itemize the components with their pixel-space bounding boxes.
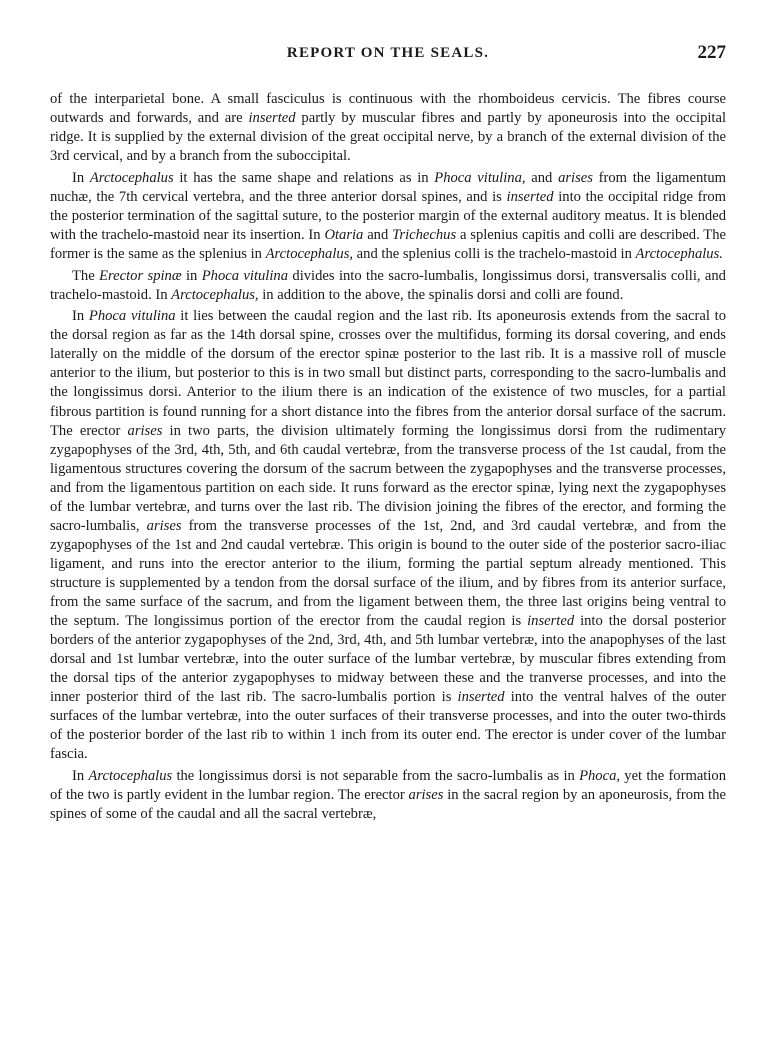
text-run: from the transverse processes of the 1st, 2nd, and 3rd caudal vertebræ, and from the zygapophyses of the 1st and 2nd caudal vertebræ. This origin is bound to the outer side of the posterior sacro-iliac ligament, and runs into the erector anterior to the ilium, forming the partial septum already mentioned. This structure is supplemented by a tendon from the dorsal surface of the ilium, and by fibres from its anterior surface, from the same surface of the sacrum, and from the ligament between them, the three last origins being ventral to the septum. The longissimus portion of the erector from the caudal region is (50, 517, 727, 630)
text-run: in the sacral region by an aponeurosis, from the spines of some of the caudal and all the sacral vertebræ, (50, 787, 726, 823)
text-run: in (181, 267, 202, 284)
paragraph (50, 169, 726, 264)
text-run: In (72, 169, 90, 186)
running-header (50, 42, 726, 66)
paragraph (50, 90, 726, 166)
text-run: in two parts, the division ultimately forming the longissimus dorsi from the rudimentary zygapophyses of the 3rd, 4th, 5th, and 6th caudal vertebræ, from the transverse process of the 1st caudal, from the ligamentous structures covering the dorsum of the sacrum between the zygapophyses and the transverse processes, and from the ligamentous partition on each side. It runs forward as the erector spinæ, lying next the zygapophyses of the lumbar vertebræ, and turns over the last rib. The division joining the fibres of the erector, and forming the sacro-lumbalis, (50, 422, 726, 534)
italic-text: Erector spinæ (99, 267, 182, 284)
text-run: it has the same shape and relations as in (173, 169, 435, 186)
text-run: In (72, 308, 89, 325)
italic-text: Arctocephalus, (171, 286, 259, 303)
italic-text: arises (408, 787, 444, 804)
text-run: and the splenius colli is the trachelo-mastoid in (353, 245, 636, 262)
italic-text: arises (146, 517, 182, 534)
text-run: partly by muscular fibres and partly by aponeurosis into the occipital ridge. It is supplied by the external division of the great occipital nerve, by a branch of the external division of the 3rd cervical, and by a branch from the suboccipital. (50, 110, 727, 165)
body-text (50, 90, 726, 827)
italic-text: inserted (527, 613, 575, 630)
text-run: yet the formation of the two is partly evident in the lumbar region. The erector (50, 768, 726, 804)
text-run: a splenius capitis and colli are described. The former is the same as the splenius in (50, 226, 726, 262)
paragraph (50, 767, 726, 824)
italic-text: Phoca vitulina (201, 267, 288, 284)
text-run: The (72, 267, 100, 284)
italic-text: Arctocephalus, (265, 245, 354, 262)
italic-text: Arctocephalus. (635, 245, 723, 262)
running-title: REPORT ON THE SEALS. (286, 45, 490, 61)
italic-text: Trichechus (392, 226, 457, 243)
italic-text: inserted (248, 110, 296, 127)
italic-text: arises (558, 169, 593, 186)
paragraph (50, 307, 726, 764)
text-run: from the ligamentum nuchæ, the 7th cervical vertebra, and the three anterior dorsal spines, and is (50, 169, 727, 205)
italic-text: Otaria (324, 226, 364, 243)
text-run: into the occipital ridge from the posterior termination of the sagittal suture, to the posterior margin of the external auditory meatus. It is blended with the trachelo-mastoid near its insertion. In (50, 188, 727, 243)
page-number: 227 (697, 42, 726, 63)
text-run: the longissimus dorsi is not separable from the sacro-lumbalis as in (172, 768, 580, 785)
italic-text: inserted (457, 689, 505, 706)
text-run: into the ventral halves of the outer surfaces of the lumbar vertebræ, into the outer surfaces of their transverse processes, and into the outer two-thirds of the posterior border of the last rib to within 1 inch from its outer end. The erector is under cover of the lumbar fascia. (50, 689, 727, 763)
italic-text: inserted (506, 188, 554, 205)
text-run: and (525, 169, 559, 186)
text-run: it lies between the caudal region and the last rib. Its aponeurosis extends from the sacral to the dorsal region as far as the 14th dorsal spine, crosses over the multifidus, forming its dorsal covering, and ends laterally on the middle of the dorsum of the erector spinæ posterior to the last rib. It is a massive roll of muscle anterior to the ilium, but posterior to this is in two small but distinct parts, corresponding to the sacro-lumbalis and the longissimus dorsi. Anterior to the ilium there is an indication of the existence of two muscles, for a partial fibrous partition is found running for a short distance into the fibres from the anterior dorsal surface of the sacrum. The erector (50, 308, 726, 439)
italic-text: Phoca vitulina (88, 308, 176, 325)
italic-text: Arctocephalus (89, 169, 174, 186)
text-run: and (363, 226, 393, 243)
text-run: in addition to the above, the spinalis dorsi and colli are found. (258, 286, 624, 303)
italic-text: Phoca vitulina, (434, 169, 526, 186)
text-run: into the dorsal posterior borders of the anterior zygapophyses of the 2nd, 3rd, 4th, and 5th lumbar vertebræ, into the anapophyses of the last dorsal and 1st lumbar vertebræ, into the outer surface of the lumbar vertebræ, by muscular fibres extending from the dorsal tips of the anterior zygapophyses to midway between these and the tranverse processes, and into the inner posterior third of the last rib. The sacro-lumbalis portion is (50, 613, 726, 706)
text-run: In (72, 768, 89, 785)
text-run: divides into the sacro-lumbalis, longissimus dorsi, transversalis colli, and trachelo-mastoid. In (50, 267, 726, 303)
text-run: of the interparietal bone. A small fasciculus is continuous with the rhomboideus cervicis. The fibres course outwards and forwards, and are (50, 91, 726, 127)
italic-text: arises (127, 422, 163, 439)
italic-text: Arctocephalus (88, 768, 173, 785)
italic-text: Phoca, (579, 768, 621, 785)
paragraph (50, 267, 726, 305)
